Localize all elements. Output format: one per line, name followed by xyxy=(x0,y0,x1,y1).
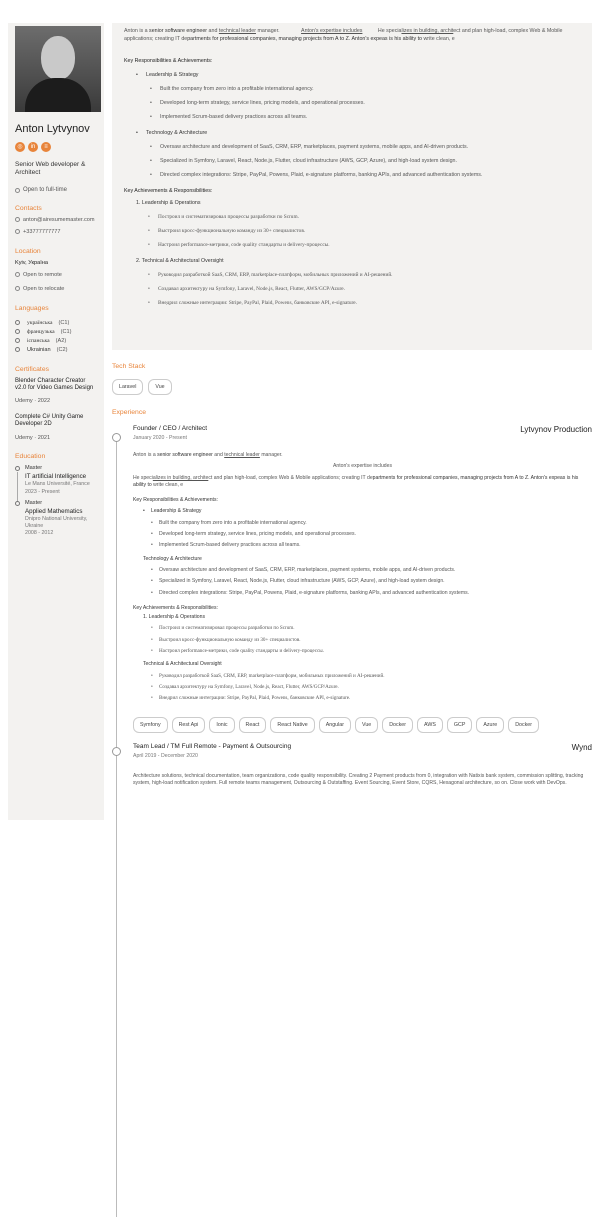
skill-tag: React Native xyxy=(270,717,314,733)
skill-tag: GCP xyxy=(447,717,472,733)
summary-panel xyxy=(112,23,592,350)
language-dot-icon xyxy=(15,338,20,343)
language-dot-icon xyxy=(15,320,20,325)
list-item: • Построил и систематизировал процессы разработки по Scrum. xyxy=(148,213,580,221)
list-item: • Oversaw architecture and development of SaaS, CRM, ERP, marketplaces, payment systems, mobile apps, and AI-driven products. xyxy=(150,143,580,151)
job-description: Anton is a senior software engineer and technical leader manager. Anton's expertise includes He specializes in building, architect and plan high-load, complex Web & Mobile applications; creating IT departments for professional companies, managing projects from A to Z. Anton's expeas is his ability to write clean, e Key Responsibilities & Achievements: • Leadership & Strategy • Built the company from zero into a profitable international agency. • Developed long-term strategy, service lines, pricing models, and operational processes. • Implemented Scrum-based delivery practices across all teams. Technology & Architecture • Oversaw architecture and development of SaaS, CRM, ERP, marketplaces, payment systems, mobile apps, and AI-driven products. • Specialized in Symfony, Laravel, React, Node.js, Flutter, cloud infrastructure (AWS, GCP, Azure), and high-load system design. • Directed complex integrations: Stripe, PayPal, Powens, Plaid, e-signature platforms, banking APIs, and advanced authentication systems. Key Achievements & Responsibilities: 1. Leadership & Operations • Построил и систематизировал процессы разработки по Scrum. • Выстроил кросс-функциональную команду из 30+ специалистов. • Настроил performance-метрики, code quality стандарты и delivery-процессы. Technical & Architectural Oversight • Руководил разработкой SaaS, CRM, ERP, marketplace-платформ, мобильных приложений и AI-решений. • Создавал архитектуру на Symfony, Laravel, Node.js, React, Flutter, AWS/GCP/Azure. • Внедрил сложные интеграции: Stripe, PayPal, Plaid, Powens, банковские API, e-signature. xyxy=(133,452,592,703)
job-entry xyxy=(133,743,592,788)
job-description: Architecture solutions, technical documentation, team organizations, code quality responsibility. Creating 2 Payment products from 0, integration with Natixis bank system, commission splitting, tracking system, high-load notification system. Full remote teams management, Outsourcing & Outstaffing. Event Sourcing, Event Store, CQRS, Hexagonal architecture, so on. Close work with DevOps. xyxy=(133,772,584,786)
list-item: • Руководил разработкой SaaS, CRM, ERP, marketplace-платформ, мобильных приложений и AI-решений. xyxy=(151,673,592,680)
globe-icon[interactable]: ◎ xyxy=(15,142,25,152)
language-item: українська (C1) xyxy=(15,318,97,327)
certificate-date: Udemy · 2022 xyxy=(15,398,51,404)
list-item: • Directed complex integrations: Stripe, PayPal, Powens, Plaid, e-signature platforms, banking APIs, and advanced authentication systems. xyxy=(151,590,592,597)
list-item: • Directed complex integrations: Stripe, PayPal, Powens, Plaid, e-signature platforms, banking APIs, and advanced authentication systems. xyxy=(150,171,580,179)
job-title: Founder / CEO / Architect xyxy=(133,425,208,432)
skill-tag: Symfony xyxy=(133,717,168,733)
list-item: • Implemented Scrum-based delivery practices across all teams. xyxy=(151,542,592,549)
languages-heading: Languages xyxy=(15,305,49,312)
relocate-icon xyxy=(15,286,20,291)
list-item: • Developed long-term strategy, service lines, pricing models, and operational processes. xyxy=(151,531,592,538)
experience-timeline xyxy=(112,425,592,787)
list-item: • Specialized in Symfony, Laravel, React, Node.js, Flutter, cloud infrastructure (AWS, GCP, Azure), and high-load system design. xyxy=(150,157,580,165)
remote-row xyxy=(15,272,97,279)
list-item: • Построил и систематизировал процессы разработки по Scrum. xyxy=(151,625,592,632)
list-item: • Выстроил кросс-функциональную команду из 30+ специалистов. xyxy=(151,637,592,644)
language-dot-icon xyxy=(15,329,20,334)
summary-key-heading: Key Responsibilities & Achievements: xyxy=(124,58,213,64)
skill-tag: Docker xyxy=(382,717,413,733)
email-link[interactable]: anton@airesumemaster.com xyxy=(22,217,95,223)
skill-tag: AWS xyxy=(417,717,443,733)
list-item: • Specialized in Symfony, Laravel, React, Node.js, Flutter, cloud infrastructure (AWS, GCP, Azure), and high-load system design. xyxy=(151,578,592,585)
location-heading: Location xyxy=(15,248,41,255)
summary-subheading: 1. Leadership & Operations xyxy=(136,200,201,206)
social-links xyxy=(15,142,97,152)
language-item: іспанська (A2) xyxy=(15,336,97,345)
list-item: • Создавал архитектуру на Symfony, Laravel, Node.js, React, Flutter, AWS/GCP/Azure. xyxy=(151,684,592,691)
education-heading: Education xyxy=(15,453,46,460)
list-item: • Leadership & Strategy xyxy=(136,71,580,79)
skill-tag: Vue xyxy=(355,717,378,733)
sidebar xyxy=(8,23,104,820)
summary-list xyxy=(148,271,580,307)
language-dot-icon xyxy=(15,347,20,352)
status-text: Open to full-time xyxy=(23,187,68,193)
language-item: Ukrainian (C2) xyxy=(15,345,97,354)
education-item: Master Applied Mathematics Dnipro National University, Ukraine 2008 - 2012 xyxy=(15,500,97,537)
summary-list xyxy=(148,213,580,249)
list-item: • Внедрил сложные интеграции: Stripe, PayPal, Plaid, Powens, банковские API, e-signature. xyxy=(148,299,580,307)
summary-intro: Anton is a senior software engineer and technical leader manager. Anton's expertise includes He specializes in building, architect and plan high-load, complex Web & Mobile applications; creating IT departments for professional companies, managing projects from A to Z. Anton's expeas is his ability to write clean, e xyxy=(124,28,563,42)
certificate-date: Udemy · 2021 xyxy=(15,435,51,441)
list-item: • Руководил разработкой SaaS, CRM, ERP, marketplace-платформ, мобильных приложений и AI-решений. xyxy=(148,271,580,279)
education-dot-icon xyxy=(15,466,20,471)
status-icon xyxy=(15,188,20,193)
education-item: Master IT artificial Intelligence Le Mans Université, France 2023 - Present xyxy=(15,465,97,495)
email-row xyxy=(15,217,97,224)
skill-tag: Docker xyxy=(508,717,539,733)
list-item: • Настроил performance-метрики, code quality стандарты и delivery-процессы. xyxy=(148,241,580,249)
education-dot-icon xyxy=(15,501,20,506)
job-header xyxy=(133,425,592,434)
summary-list xyxy=(136,71,580,179)
summary-subheading: 2. Technical & Architectural Oversight xyxy=(136,258,224,264)
list-item: • Built the company from zero into a profitable international agency. xyxy=(151,520,592,527)
job-company: Lytvynov Production xyxy=(520,425,592,434)
location-city: Kyiv, Україна xyxy=(15,260,48,266)
main-content xyxy=(112,23,592,787)
tech-tag: Vue xyxy=(148,379,171,395)
skill-tag: React xyxy=(239,717,267,733)
certificate-name: Blender Character Creator v2.0 for Video Games Design xyxy=(15,378,94,391)
tech-tag: Laravel xyxy=(112,379,143,395)
experience-heading: Experience xyxy=(112,409,147,416)
list-item: • Developed long-term strategy, service lines, pricing models, and operational processes. xyxy=(150,99,580,107)
list-item: • Выстроил кросс-функциональную команду из 30+ специалистов. xyxy=(148,227,580,235)
stack-icon[interactable]: ≡ xyxy=(41,142,51,152)
relocate-row xyxy=(15,286,97,293)
phone-link[interactable]: +33777777777 xyxy=(23,229,61,235)
relocate-text: Open to relocate xyxy=(23,286,65,292)
profile-name: Anton Lytvynov xyxy=(15,123,90,135)
skill-tag: Azure xyxy=(476,717,504,733)
job-header xyxy=(133,743,592,752)
email-icon xyxy=(15,217,20,222)
remote-text: Open to remote xyxy=(23,272,62,278)
summary-key2-heading: Key Achievements & Responsibilities: xyxy=(124,188,213,194)
timeline-dot-icon xyxy=(112,433,121,442)
tech-stack-tags xyxy=(112,379,592,395)
phone-row xyxy=(15,229,97,236)
certificate-name: Complete C# Unity Game Developer 2D xyxy=(15,414,84,427)
list-item: • Создавал архитектуру на Symfony, Laravel, Node.js, React, Flutter, AWS/GCP/Azure. xyxy=(148,285,580,293)
remote-icon xyxy=(15,272,20,277)
contacts-heading: Contacts xyxy=(15,205,42,212)
job-title: Team Lead / TM Full Remote - Payment & Outsourcing xyxy=(133,742,292,750)
list-item: • Technology & Architecture xyxy=(136,129,580,137)
list-item: • Implemented Scrum-based delivery practices across all teams. xyxy=(150,113,580,121)
job-dates: April 2019 - December 2020 xyxy=(133,752,198,759)
languages-list xyxy=(15,318,97,354)
profile-photo xyxy=(15,26,101,112)
job-company: Wynd xyxy=(571,742,592,752)
list-item: • Leadership & Strategy xyxy=(143,508,592,515)
list-item: • Built the company from zero into a profitable international agency. xyxy=(150,85,580,93)
list-item: • Внедрил сложные интеграции: Stripe, PayPal, Plaid, Powens, банковские API, e-signature. xyxy=(151,695,592,702)
job-dates: January 2020 - Present xyxy=(133,435,187,441)
skill-tag: Rest Api xyxy=(172,717,206,733)
job-tags xyxy=(133,717,592,733)
timeline-dot-icon xyxy=(112,747,121,756)
list-item: • Настроил performance-метрики, code quality стандарты и delivery-процессы. xyxy=(151,648,592,655)
certificates-heading: Certificates xyxy=(15,366,49,373)
list-item: • Oversaw architecture and development of SaaS, CRM, ERP, marketplaces, payment systems, mobile apps, and AI-driven products. xyxy=(151,567,592,574)
availability-status xyxy=(15,187,97,193)
language-item: французька (C1) xyxy=(15,327,97,336)
profile-role: Senior Web developer & Architect xyxy=(15,161,86,176)
linkedin-icon[interactable]: in xyxy=(28,142,38,152)
tech-stack-heading: Tech Stack xyxy=(112,363,146,370)
skill-tag: Ionic xyxy=(209,717,234,733)
phone-icon xyxy=(15,229,20,234)
skill-tag: Angular xyxy=(319,717,351,733)
